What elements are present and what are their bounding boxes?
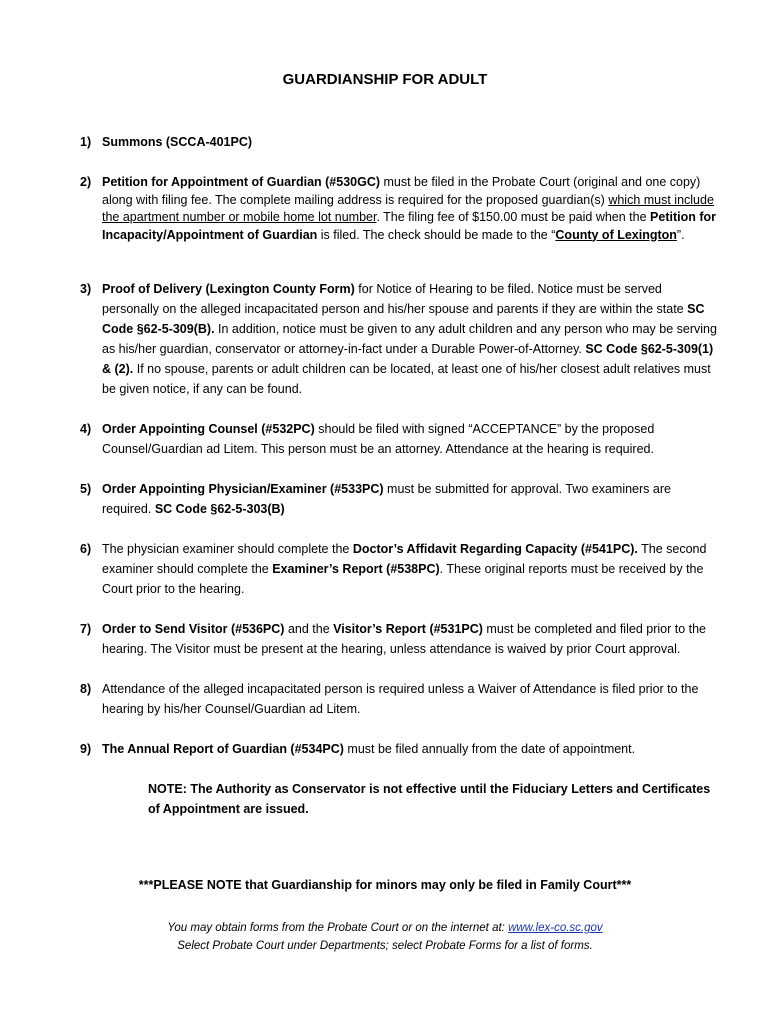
list-item-5 [80,479,720,519]
item-number: 5) [80,482,92,496]
item-text: The second examiner should complete the [102,542,707,576]
doctor-affidavit-title: Doctor’s Affidavit Regarding Capacity (#541PC). [352,542,638,556]
item-text: If no spouse, parents or adult children can be located, at least one of his/her closest adult relatives must be given notice, if any can be found. [102,362,711,396]
code-reference: SC Code §62-5-303(B) [154,502,285,516]
footer-text: You may obtain forms from the Probate Court or on the internet at: [167,922,509,934]
item-text: must be filed annually from the date of appointment. [343,742,636,756]
order-visitor-title: Order to Send Visitor (#536PC) [102,622,285,636]
footer-line-2: Select Probate Court under Departments; select Probate Forms for a list of forms. [177,940,593,952]
website-link[interactable]: www.lex-co.sc.gov [508,922,603,934]
petition-form-title: Petition for Appointment of Guardian (#530GC) [102,175,381,189]
payee-text: County of Lexington [555,227,677,242]
annual-report-title: The Annual Report of Guardian (#534PC) [102,742,344,756]
list-item-4 [80,419,720,459]
item-text: is filed. The check should be made to the “ [317,227,556,242]
item-text: . The filing fee of $150.00 must be paid when the [376,210,651,224]
item-number: 7) [80,622,92,636]
summons-form-title: Summons (SCCA-401PC) [102,135,253,149]
underlined-text: which must include the apartment number or mobile home lot number [102,192,714,224]
conservator-note: NOTE: The Authority as Conservator is not effective until the Fiduciary Letters and Certificates of Appointment are issued. [148,782,711,816]
item-text: ”. [676,227,685,242]
visitor-report-title: Visitor’s Report (#531PC) [333,622,483,636]
order-physician-title: Order Appointing Physician/Examiner (#533PC) [102,482,384,496]
minors-note: ***PLEASE NOTE that Guardianship for minors may only be filed in Family Court*** [138,878,632,892]
item-number: 8) [80,682,92,696]
item-text: for Notice of Hearing to be filed. Notice must be served personally on the alleged incapacitated person and his/her spouse and parents if they are within the state [102,282,688,316]
list-item-1 [80,134,720,152]
proof-of-delivery-title: Proof of Delivery (Lexington County Form) [102,282,355,296]
item-text: must be completed and filed prior to the hearing. The Visitor must be present at the hearing, unless attendance is waived by prior Court approval. [102,622,706,656]
list-item-8 [80,679,720,719]
item-text: must be filed in the Probate Court (original and one copy) along with filing fee. The complete mailing address is required for the proposed guardian(s) [102,175,701,207]
item-number: 9) [80,742,92,756]
item-number: 2) [80,175,92,189]
item-text: must be submitted for approval. Two examiners are required. [102,482,671,516]
item-number: 1) [80,135,92,149]
examiner-report-title: Examiner’s Report (#538PC) [272,562,440,576]
petition-incapacity-title: Petition for Incapacity/Appointment of Guardian [102,210,716,242]
code-reference: SC Code §62-5-309(B). [102,302,705,336]
order-counsel-title: Order Appointing Counsel (#532PC) [102,422,315,436]
page-title: GUARDIANSHIP FOR ADULT [282,71,488,88]
footer [0,919,770,955]
footer-line-1 [0,919,770,937]
item-text: should be filed with signed “ACCEPTANCE” by the proposed Counsel/Guardian ad Litem. This person must be an attorney. Attendance at the hearing is required. [102,422,655,456]
item-text: Attendance of the alleged incapacitated person is required unless a Waiver of Attendance is filed prior to the hearing by his/her Counsel/Guardian ad Litem. [102,682,699,716]
item-number: 6) [80,542,92,556]
item-text: In addition, notice must be given to any adult children and any person who may be serving as his/her guardian, conservator or attorney-in-fact under a Durable Power-of-Attorney. [102,322,717,356]
item-text: The physician examiner should complete the [102,542,353,556]
item-number: 3) [80,282,92,296]
item-text: . These original reports must be received by the Court prior to the hearing. [102,562,704,596]
item-text: and the [284,622,334,636]
item-number: 4) [80,422,92,436]
list-item-9 [80,739,720,759]
list-item-3 [80,279,720,399]
list-item-6 [80,539,720,599]
list-item-2 [80,174,720,244]
list-item-7 [80,619,720,659]
code-reference: SC Code §62-5-309(1) & (2). [102,342,714,376]
